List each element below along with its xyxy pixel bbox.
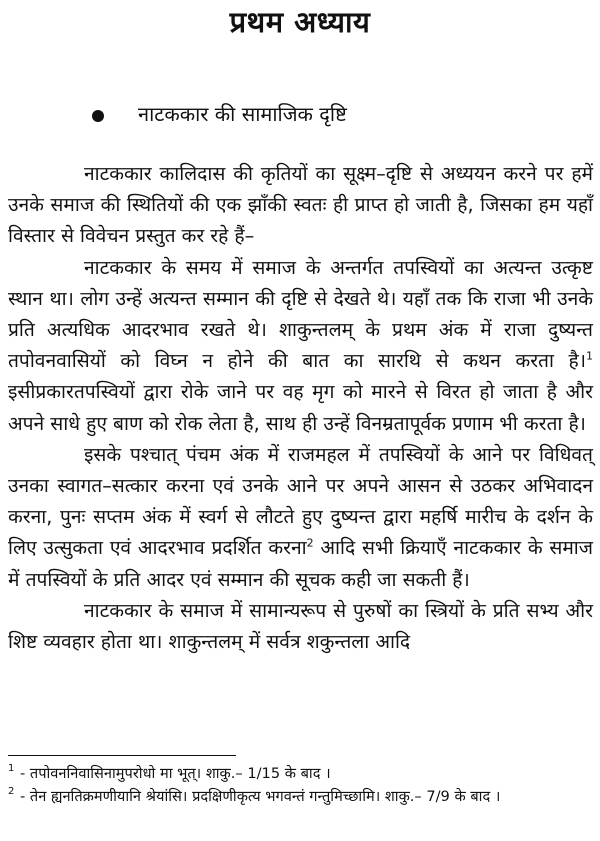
footnotes [8,764,593,809]
paragraph-1: नाटककार कालिदास की कृतियों का सूक्ष्म–दृष्टि से अध्ययन करने पर हमें उनके समाज की स्थितियों की एक झाँकी स्वतः ही प्राप्त हो जाती है, जिसका हम यहाँ विस्तार से विवेचन प्रस्तुत कर रहे हैं– [8,162,593,248]
footnote-number: 1 [8,763,15,774]
footnote-text: - तेन ह्यनतिक्रमणीयानि श्रेयांसि। प्रदक्षिणीकृत्य भगवन्तं गन्तुमिच्छामि। शाकु.– 7/9 के बाद । [20,787,501,805]
footnote-number: 2 [8,785,15,797]
section-heading-text: नाटककार की सामाजिक दृष्टि [138,102,347,126]
paragraph-2: नाटककार के समय में समाज के अन्तर्गत तपस्वियों का अत्यन्त उत्कृष्ट स्थान था। लोग उन्हें अत्यन्त सम्मान की दृष्टि से देखते थे। यहाँ तक कि राजा भी उनके प्रति अत्यधिक आदरभाव रखते थे। शाकुन्तलम् के प्रथम अंक में राजा दुष्यन्त तपोवनवासियों को विघ्न न होने की बात का सारथि से कथन करता है।$^1$ इसीप्रकारतपस्वियों द्वारा रोके जाने पर वह मृग को मारने से विरत हो जाता है और अपने साधे हुए बाण को रोक लेता है, साथ ही उन्हें विनम्रतापूर्वक प्रणाम भी करता है। [8,255,593,435]
paragraph-4: नाटककार के समाज में सामान्यरूप से पुरुषों का स्त्रियों के प्रति सभ्य और शिष्ट व्यवहार होता था। शाकुन्तलम् में सर्वत्र शकुन्तला आदि [8,598,593,654]
body-text [8,158,593,657]
footnote-ref-2: 2 [306,537,314,551]
footnote-2 [8,787,593,807]
bullet-icon [92,110,104,122]
footnote-text: - तपोवननिवासिनामुपरोधो मा भूत्। शाकु.– 1/15 के बाद । [20,765,331,782]
chapter-title: प्रथम अध्याय [229,5,371,39]
footnote-1 [8,764,593,784]
footnote-divider [8,755,236,756]
footnote-ref-1: 1 [586,349,593,363]
paragraph-3: इसके पश्चात् पंचम अंक में राजमहल में तपस्वियों के आने पर विधिवत् उनका स्वागत–सत्कार करना एवं उनके आने पर अपने आसन से उठकर अभिवादन करना, पुनः सप्तम अंक में स्वर्ग से लौटते हुए दुष्यन्त द्वारा महर्षि मारीच के दर्शन के लिए उत्सुकता एवं आदरभाव प्रदर्शित करना$^2$ आदि सभी क्रियाएँ नाटककार के समाज में तपस्वियों के प्रति आदर एवं सम्मान की सूचक कही जा सकती हैं। [8,442,594,591]
section-heading [92,100,347,127]
